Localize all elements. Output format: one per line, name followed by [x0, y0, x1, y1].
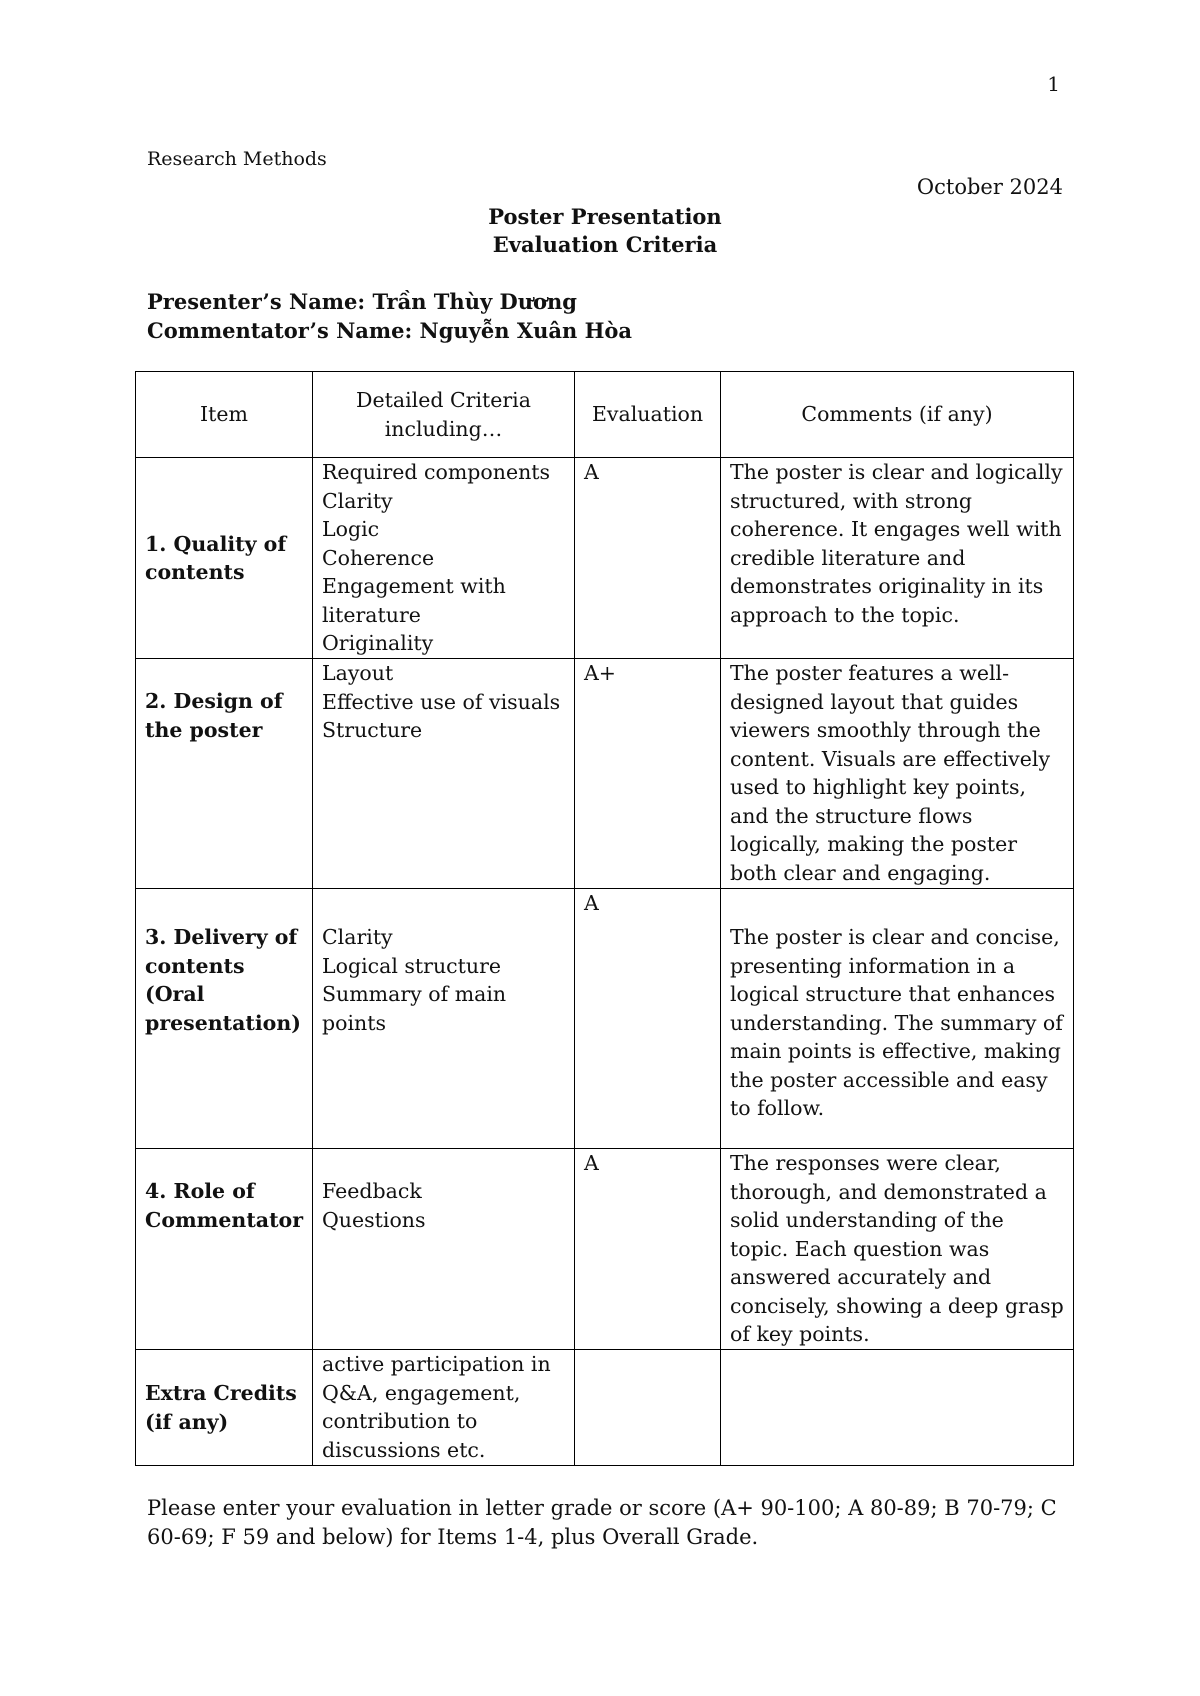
title-line-2: Evaluation Criteria — [492, 232, 718, 257]
table-row — [136, 659, 1074, 889]
comment-cell: The poster features a well-designed layout that guides viewers smoothly through the content. Visuals are effectively used to highlight key points, and the structure flows logically, making the poster both clear and engaging. — [721, 659, 1074, 889]
criteria-line: Effective use of visuals — [322, 689, 561, 714]
criteria-cell — [313, 458, 575, 659]
criteria-line: Engagement with literature — [322, 574, 506, 627]
evaluation-grade[interactable] — [575, 1350, 721, 1466]
criteria-line: Feedback — [322, 1179, 422, 1203]
criteria-cell — [313, 889, 575, 1149]
comment-cell: The poster is clear and logically structured, with strong coherence. It engages well with credible literature and demonstrates originality in its approach to the topic. — [721, 458, 1074, 659]
header-item: Item — [136, 372, 313, 458]
criteria-line: Logical structure — [322, 953, 502, 978]
item-cell: 3. Delivery of contents (Oral presentation) — [136, 889, 313, 1149]
evaluation-grade: A — [575, 458, 721, 659]
criteria-line: Layout — [322, 661, 394, 685]
comment-cell: The responses were clear, thorough, and demonstrated a solid understanding of the topic. Each question was answered accurately and concisely, showing a deep grasp of key points. — [721, 1149, 1074, 1350]
header-evaluation: Evaluation — [575, 372, 721, 458]
criteria-line: Questions — [322, 1207, 426, 1232]
item-cell: 2. Design of the poster — [136, 659, 313, 889]
comment-cell[interactable] — [721, 1350, 1074, 1466]
criteria-cell — [313, 659, 575, 889]
evaluation-grade: A — [575, 1149, 721, 1350]
criteria-line: Coherence — [322, 545, 435, 570]
criteria-line: Clarity — [322, 488, 393, 513]
item-cell: 1. Quality of contents — [136, 458, 313, 659]
criteria-cell — [313, 1149, 575, 1350]
table-row — [136, 1350, 1074, 1466]
course-name: Research Methods — [147, 148, 327, 170]
criteria-line: Clarity — [322, 925, 393, 949]
document-date: October 2024 — [916, 175, 1063, 199]
item-cell: Extra Credits (if any) — [136, 1350, 313, 1466]
evaluation-table — [135, 371, 1074, 1466]
presenter-name: Presenter’s Name: Trần Thùy Dương — [147, 289, 577, 314]
table-row — [136, 889, 1074, 1149]
evaluation-grade: A — [575, 889, 721, 1149]
document-title — [0, 203, 1200, 259]
grading-instructions: Please enter your evaluation in letter grade or score (A+ 90-100; A 80-89; B 70-79; C 60-69; F 59 and below) for Items 1-4, plus Overall Grade. — [147, 1496, 1057, 1549]
names-block — [147, 287, 632, 345]
table-row — [136, 1149, 1074, 1350]
header-criteria: Detailed Criteria including… — [313, 372, 575, 458]
commentator-name: Commentator’s Name: Nguyễn Xuân Hòa — [147, 318, 633, 343]
criteria-line: Required components — [322, 460, 551, 484]
criteria-cell: active participation in Q&A, engagement, contribution to discussions etc. — [313, 1350, 575, 1466]
table-row — [136, 458, 1074, 659]
criteria-line: Logic — [322, 517, 380, 541]
criteria-line: Summary of main points — [322, 982, 507, 1035]
evaluation-grade: A+ — [575, 659, 721, 889]
item-cell: 4. Role of Commentator — [136, 1149, 313, 1350]
page-number: 1 — [1047, 72, 1060, 96]
criteria-line: Originality — [322, 631, 434, 655]
criteria-line: Structure — [322, 718, 423, 742]
table-header-row — [136, 372, 1074, 458]
comment-cell: The poster is clear and concise, presenting information in a logical structure that enhances understanding. The summary of main points is effective, making the poster accessible and easy to follow. — [721, 889, 1074, 1149]
header-comments: Comments (if any) — [721, 372, 1074, 458]
title-line-1: Poster Presentation — [488, 204, 722, 229]
